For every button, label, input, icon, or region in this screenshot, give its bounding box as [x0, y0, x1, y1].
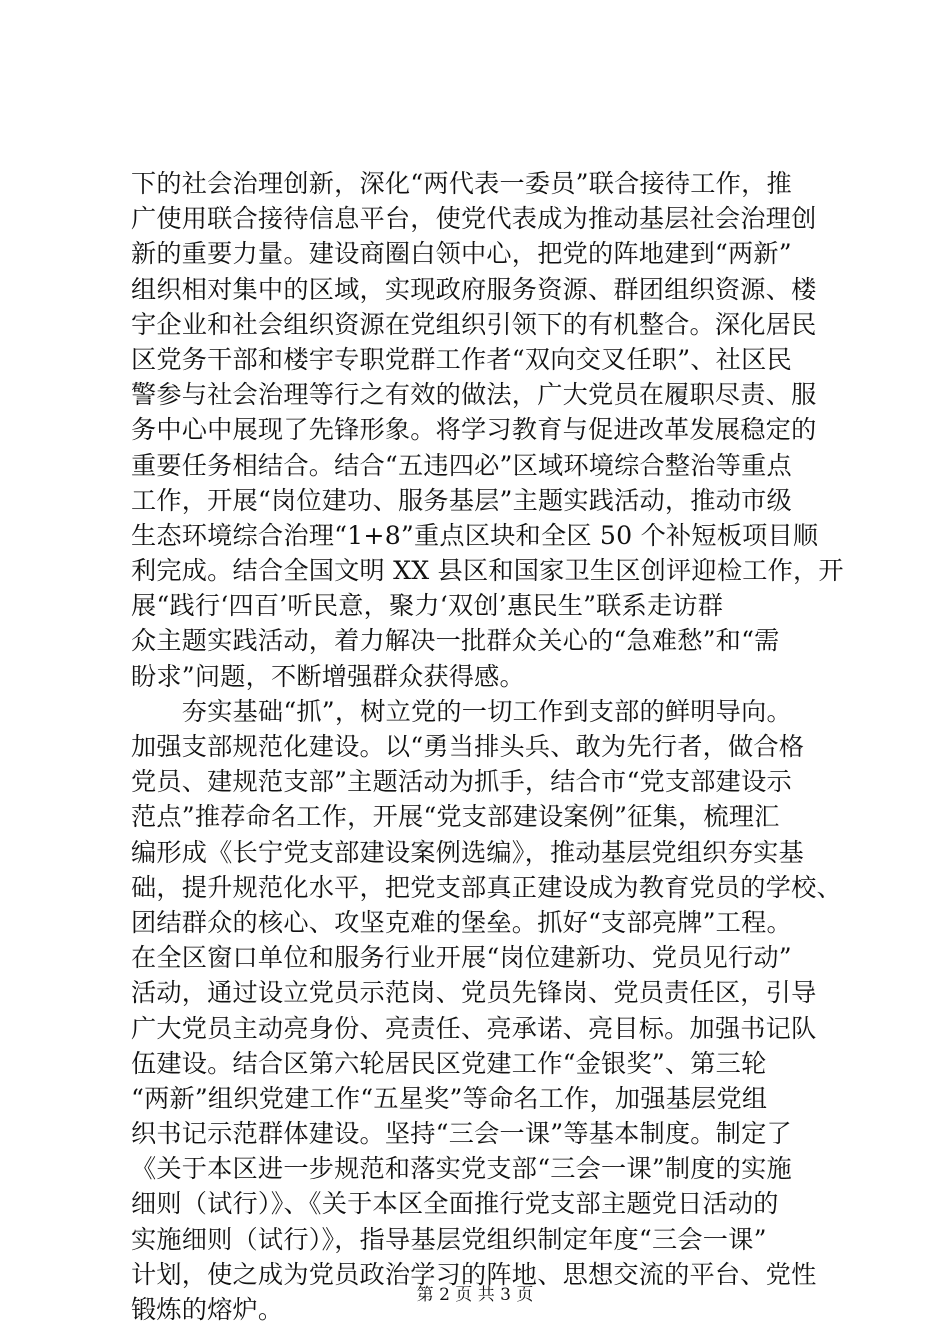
text-line: 锻炼的熔炉。 — [131, 1295, 284, 1324]
text-line: 党员、建规范支部”主题活动为抓手，结合市“党支部建设示 — [131, 767, 792, 797]
text-line: 伍建设。结合区第六轮居民区党建工作“金银奖”、第三轮 — [131, 1048, 767, 1078]
text-line: 生态环境综合治理“1+8”重点区块和全区 50 个补短板项目顺 — [131, 520, 819, 550]
text-line: 重要任务相结合。结合“五违四必”区域环境综合整治等重点 — [131, 450, 792, 480]
text-line: “两新”组织党建工作“五星奖”等命名工作，加强基层党组 — [131, 1083, 768, 1113]
text-line: 工作，开展“岗位建功、服务基层”主题实践活动，推动市级 — [131, 485, 792, 515]
page-footer — [0, 1284, 950, 1306]
text-line: 区党务干部和楼宇专职党群工作者“双向交叉任职”、社区民 — [131, 344, 792, 374]
body-text — [131, 166, 844, 1327]
text-line: 盼求”问题，不断增强群众获得感。 — [131, 661, 525, 691]
text-line: 活动，通过设立党员示范岗、党员先锋岗、党员责任区，引导 — [131, 978, 817, 1008]
text-line: 加强支部规范化建设。以“勇当排头兵、敢为先行者，做合格 — [131, 732, 805, 761]
text-line: 编形成《长宁党支部建设案例选编》，推动基层党组织夯实基 — [131, 837, 804, 867]
text-line: 利完成。结合全国文明 XX 县区和国家卫生区创评迎检工作，开 — [131, 556, 844, 586]
text-line: 务中心中展现了先锋形象。将学习教育与促进改革发展稳定的 — [131, 415, 817, 445]
text-line: 新的重要力量。建设商圈白领中心，把党的阵地建到“两新” — [131, 239, 792, 269]
text-line: 实施细则（试行）》，指导基层党组织制定年度“三会一课” — [131, 1224, 767, 1254]
text-line: 宇企业和社会组织资源在党组织引领下的有机整合。深化居民 — [131, 309, 817, 339]
text-line: 组织相对集中的区域，实现政府服务资源、群团组织资源、楼 — [131, 274, 817, 304]
text-line: 础，提升规范化水平，把党支部真正建设成为教育党员的学校、 — [131, 872, 842, 902]
text-line: 警参与社会治理等行之有效的做法，广大党员在履职尽责、服 — [131, 380, 817, 410]
text-line: 团结群众的核心、攻坚克难的堡垒。抓好“支部亮牌”工程。 — [131, 907, 792, 937]
text-line: 范点”推荐命名工作，开展“党支部建设案例”征集，梳理汇 — [131, 802, 780, 832]
text-line: 计划，使之成为党员政治学习的阵地、思想交流的平台、党性 — [131, 1259, 817, 1289]
text-line: 《关于本区进一步规范和落实党支部“三会一课”制度的实施 — [131, 1154, 792, 1184]
page-number-label: 第 2 页 共 3 页 — [416, 1285, 534, 1305]
text-line: 广大党员主动亮身份、亮责任、亮承诺、亮目标。加强书记队 — [131, 1013, 817, 1043]
text-line: 夯实基础“抓”，树立党的一切工作到支部的鲜明导向。 — [131, 696, 792, 726]
text-line: 广使用联合接待信息平台，使党代表成为推动基层社会治理创 — [131, 204, 817, 234]
text-line: 织书记示范群体建设。坚持“三会一课”等基本制度。制定了 — [131, 1119, 792, 1149]
text-line: 展“践行‘四百’听民意，聚力‘双创’惠民生”联系走访群 — [131, 591, 724, 621]
text-line: 在全区窗口单位和服务行业开展“岗位建新功、党员见行动” — [131, 943, 792, 973]
text-line: 众主题实践活动，着力解决一批群众关心的“急难愁”和“需 — [131, 626, 780, 656]
text-line: 细则（试行）》、《关于本区全面推行党支部主题党日活动的 — [131, 1189, 779, 1219]
text-line: 下的社会治理创新，深化“两代表一委员”联合接待工作，推 — [131, 169, 792, 198]
